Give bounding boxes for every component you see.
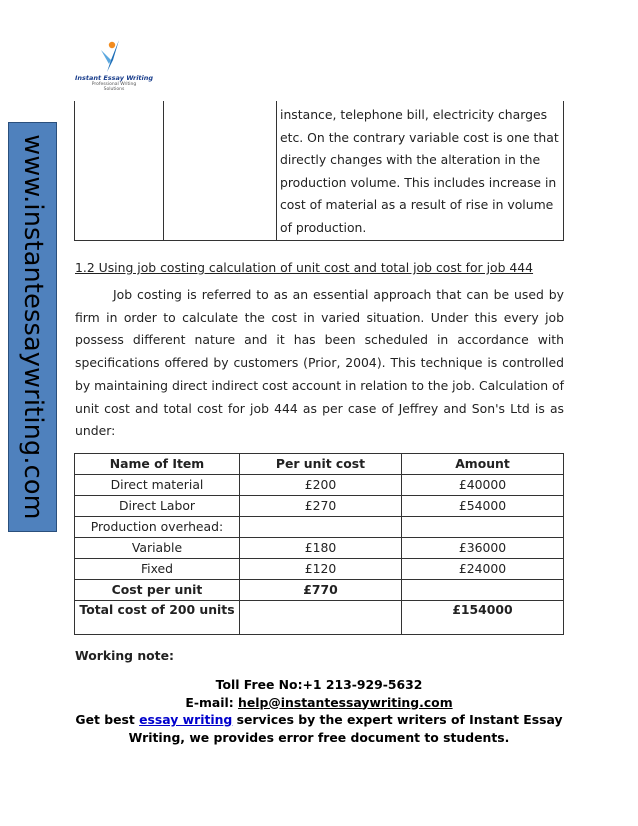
per-unit-cell: £770 bbox=[240, 580, 402, 601]
amount-cell: £40000 bbox=[402, 475, 564, 496]
promo-suffix: services by the expert writers of Instant Essay Writing, we provides error free document to students. bbox=[128, 712, 563, 745]
per-unit-cell bbox=[240, 517, 402, 538]
promo-line bbox=[74, 711, 564, 746]
section-heading: 1.2 Using job costing calculation of unit cost and total job cost for job 444 bbox=[75, 260, 534, 275]
item-cell: Cost per unit bbox=[75, 580, 240, 601]
per-unit-cell: £120 bbox=[240, 559, 402, 580]
table-row bbox=[75, 559, 564, 580]
amount-cell: £36000 bbox=[402, 538, 564, 559]
section-paragraph: Job costing is referred to as an essential approach that can be used by firm in order to calculate the cost in varied situation. Under this every job possess different nature and it has been scheduled in accordance with specifications offered by customers (Prior, 2004). This technique is controlled by maintaining direct indirect cost account in relation to the job. Calculation of unit cost and total cost for job 444 as per case of Jeffrey and Son's Ltd is as under: bbox=[75, 287, 564, 439]
job-cost-table bbox=[74, 453, 564, 635]
promo-prefix: Get best bbox=[75, 712, 140, 727]
per-unit-cell: £180 bbox=[240, 538, 402, 559]
table-row bbox=[75, 496, 564, 517]
text-line: cost of material as a result of rise in volume bbox=[280, 197, 554, 213]
footer bbox=[74, 676, 564, 746]
item-cell: Direct material bbox=[75, 475, 240, 496]
amount-cell: £54000 bbox=[402, 496, 564, 517]
logo-subtitle-2: Solutions bbox=[103, 87, 125, 92]
continued-text-cell bbox=[277, 101, 564, 241]
amount-cell bbox=[402, 517, 564, 538]
text-line: etc. On the contrary variable cost is one that bbox=[280, 129, 559, 145]
per-unit-cell: £270 bbox=[240, 496, 402, 517]
empty-cell bbox=[164, 101, 277, 241]
toll-free-number: Toll Free No:+1 213-929-5632 bbox=[215, 677, 423, 692]
item-cell: Production overhead: bbox=[75, 517, 240, 538]
website-url[interactable]: www.instantessaywriting.com bbox=[17, 134, 48, 520]
column-header: Amount bbox=[402, 454, 564, 475]
logo-figure-icon bbox=[97, 38, 131, 74]
item-cell: Fixed bbox=[75, 559, 240, 580]
logo-subtitle-1: Professional Writing bbox=[91, 82, 137, 87]
table-row bbox=[75, 538, 564, 559]
working-note-label: Working note: bbox=[75, 648, 174, 663]
amount-cell: £154000 bbox=[402, 601, 564, 635]
item-cell: Direct Labor bbox=[75, 496, 240, 517]
table-row bbox=[75, 475, 564, 496]
continued-table bbox=[74, 101, 564, 241]
essay-writing-link[interactable]: essay writing bbox=[139, 712, 233, 727]
table-header-row bbox=[75, 454, 564, 475]
text-line: directly changes with the alteration in the bbox=[280, 152, 541, 168]
company-logo bbox=[74, 38, 154, 100]
logo-title: Instant Essay Writing bbox=[74, 74, 154, 82]
text-line: of production. bbox=[280, 219, 367, 235]
website-sidebar-banner[interactable] bbox=[8, 122, 57, 532]
column-header: Per unit cost bbox=[240, 454, 402, 475]
amount-cell bbox=[402, 580, 564, 601]
item-cell: Variable bbox=[75, 538, 240, 559]
email-label: E-mail: bbox=[185, 694, 239, 710]
per-unit-cell bbox=[240, 601, 402, 635]
text-line: instance, telephone bill, electricity charges bbox=[280, 107, 548, 122]
email-line bbox=[74, 694, 564, 712]
text-line: production volume. This includes increase in bbox=[280, 174, 557, 190]
table-row bbox=[75, 517, 564, 538]
amount-cell: £24000 bbox=[402, 559, 564, 580]
table-row bbox=[75, 580, 564, 601]
email-link[interactable]: help@instantessaywriting.com bbox=[238, 694, 453, 710]
empty-cell bbox=[75, 101, 164, 241]
table-row bbox=[75, 601, 564, 635]
column-header: Name of Item bbox=[75, 454, 240, 475]
item-cell: Total cost of 200 units bbox=[75, 601, 240, 635]
per-unit-cell: £200 bbox=[240, 475, 402, 496]
